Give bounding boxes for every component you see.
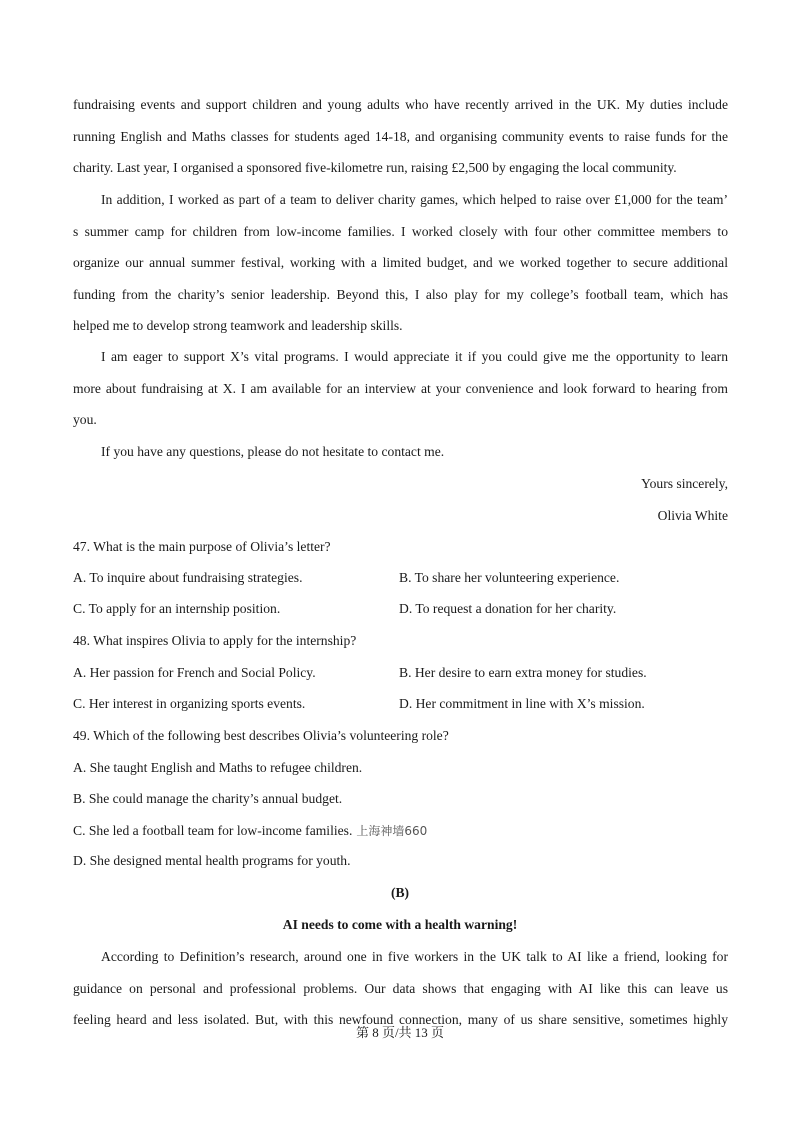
q47-option-b: B. To share her volunteering experience. [399, 570, 620, 585]
text-line: organize our annual summer festival, working with a limited budget, and we worked together to secure additional [73, 255, 728, 270]
letter-paragraph-1 [73, 89, 728, 184]
q48-option-d: D. Her commitment in line with X’s mission. [399, 696, 645, 711]
q49-option-c-text: C. She led a football team for low-income families. [73, 823, 353, 838]
page-footer: 第 8 页/共 13 页 [355, 1025, 445, 1040]
question-47-stem: 47. What is the main purpose of Olivia’s letter? [73, 539, 331, 554]
text-line: charity. Last year, I organised a sponsored five-kilometre run, raising £2,500 by engaging the local community. [73, 160, 677, 175]
q48-option-b: B. Her desire to earn extra money for studies. [399, 665, 647, 680]
text-line: running English and Maths classes for students aged 14-18, and organising community events to raise funds for the [73, 128, 728, 144]
letter-paragraph-4 [73, 436, 728, 468]
letter-closing: Yours sincerely, [641, 476, 728, 491]
section-title: AI needs to come with a health warning! [282, 917, 518, 932]
text-line: s summer camp for children from low-income families. I worked closely with four other committee members to [73, 223, 728, 239]
text-line: funding from the charity’s senior leadership. Beyond this, I also play for my college’s football team, which has [73, 286, 728, 302]
text-line: guidance on personal and professional problems. Our data shows that engaging with AI like this can leave us [73, 980, 728, 996]
text-line: In addition, I worked as part of a team to deliver charity games, which helped to raise over £1,000 for the team’ [101, 192, 728, 207]
q49-option-b: B. She could manage the charity’s annual budget. [73, 791, 343, 806]
letter-paragraph-2 [73, 184, 728, 342]
text-line: According to Definition’s research, around one in five workers in the UK talk to AI like a friend, looking for [101, 949, 728, 964]
q48-option-a: A. Her passion for French and Social Policy. [73, 665, 316, 680]
text-line: you. [73, 412, 97, 427]
letter-paragraph-3 [73, 341, 728, 436]
q47-option-c: C. To apply for an internship position. [73, 601, 281, 616]
text-line: If you have any questions, please do not hesitate to contact me. [101, 444, 445, 459]
q49-option-a: A. She taught English and Maths to refugee children. [73, 760, 363, 775]
q47-option-a: A. To inquire about fundraising strategies. [73, 570, 303, 585]
text-line: fundraising events and support children and young adults who have recently arrived in the UK. My duties include [73, 97, 728, 112]
text-line: more about fundraising at X. I am available for an interview at your convenience and look forward to hearing from [73, 380, 728, 396]
watermark-text: 上海神墙660 [356, 824, 428, 838]
q49-option-c [73, 822, 427, 839]
question-49-stem: 49. Which of the following best describes Olivia’s volunteering role? [73, 728, 449, 743]
q48-option-c: C. Her interest in organizing sports events. [73, 696, 306, 711]
question-48-stem: 48. What inspires Olivia to apply for the internship? [73, 633, 357, 648]
letter-signature: Olivia White [657, 508, 728, 523]
text-line: feeling heard and less isolated. But, with this newfound connection, many of us share sensitive, sometimes highly [73, 1012, 728, 1027]
section-label: (B) [390, 885, 410, 900]
q47-option-d: D. To request a donation for her charity. [399, 601, 617, 616]
q49-option-d: D. She designed mental health programs for youth. [73, 853, 351, 868]
text-line: helped me to develop strong teamwork and leadership skills. [73, 318, 403, 333]
text-line: I am eager to support X’s vital programs. I would appreciate it if you could give me the opportunity to learn [101, 349, 728, 364]
